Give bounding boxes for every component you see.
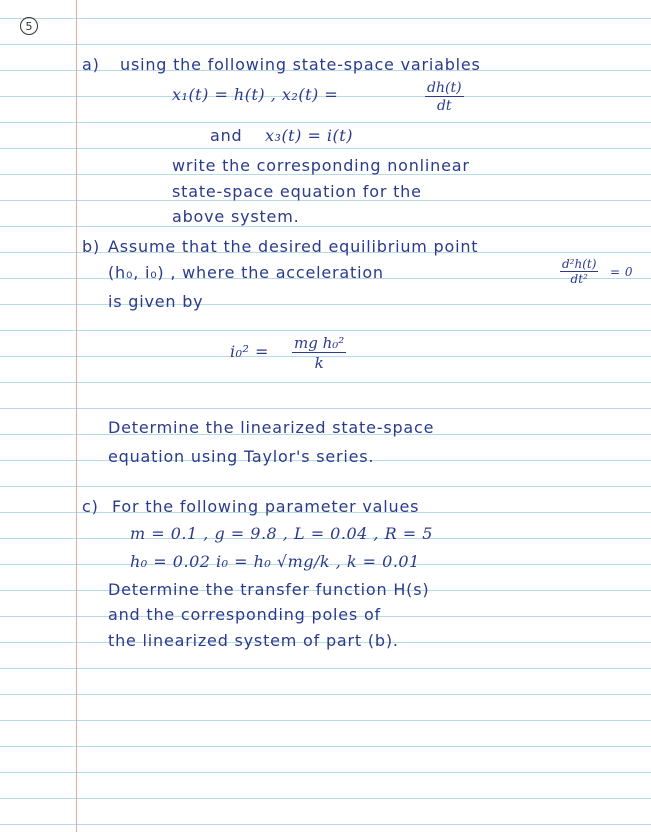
part-c-line2: Determine the transfer function H(s) [108, 580, 430, 599]
part-b-eq-denominator: k [314, 354, 324, 372]
part-c-label: c) [82, 497, 99, 516]
problem-number: 5 [25, 19, 33, 33]
part-c-line4: the linearized system of part (b). [108, 631, 399, 650]
part-a-line2: write the corresponding nonlinear [172, 156, 470, 175]
margin-line [76, 0, 77, 832]
part-b-line5: equation using Taylor's series. [108, 447, 375, 466]
part-b-acceleration-eq: = 0 [610, 265, 634, 279]
part-c-params1: m = 0.1 , g = 9.8 , L = 0.04 , R = 5 [130, 524, 433, 543]
part-b-acceleration-numerator: d²h(t) [562, 257, 597, 271]
part-b-line2: (h₀, i₀) , where the acceleration [108, 263, 384, 282]
part-b-acceleration-denominator: dt² [570, 272, 588, 286]
part-c-params2: h₀ = 0.02 i₀ = h₀ √mg/k , k = 0.01 [130, 552, 420, 571]
part-a-line1: using the following state-space variables [120, 55, 481, 74]
part-a-and: and [210, 126, 243, 145]
part-b-eq-lhs: i₀² = [230, 342, 269, 361]
part-b-eq-fraction [292, 334, 346, 372]
part-a-eq2: x₃(t) = i(t) [265, 126, 353, 145]
part-a-label: a) [82, 55, 100, 74]
part-c-line1: For the following parameter values [112, 497, 420, 516]
part-b-line3: is given by [108, 292, 204, 311]
part-b-label: b) [82, 237, 100, 256]
part-a-line4: above system. [172, 207, 300, 226]
part-a-eq1: x₁(t) = h(t) , x₂(t) = [172, 85, 339, 104]
part-a-derivative-denominator: dt [436, 98, 452, 114]
part-a-derivative [425, 80, 464, 114]
part-a-derivative-numerator: dh(t) [427, 80, 462, 96]
part-b-acceleration [560, 258, 598, 286]
part-a-line3: state-space equation for the [172, 182, 422, 201]
part-c-line3: and the corresponding poles of [108, 605, 381, 624]
part-b-line1: Assume that the desired equilibrium point [108, 237, 479, 256]
part-b-line4: Determine the linearized state-space [108, 418, 435, 437]
problem-number-badge [20, 17, 38, 35]
part-b-eq-numerator: mg h₀² [294, 334, 345, 352]
